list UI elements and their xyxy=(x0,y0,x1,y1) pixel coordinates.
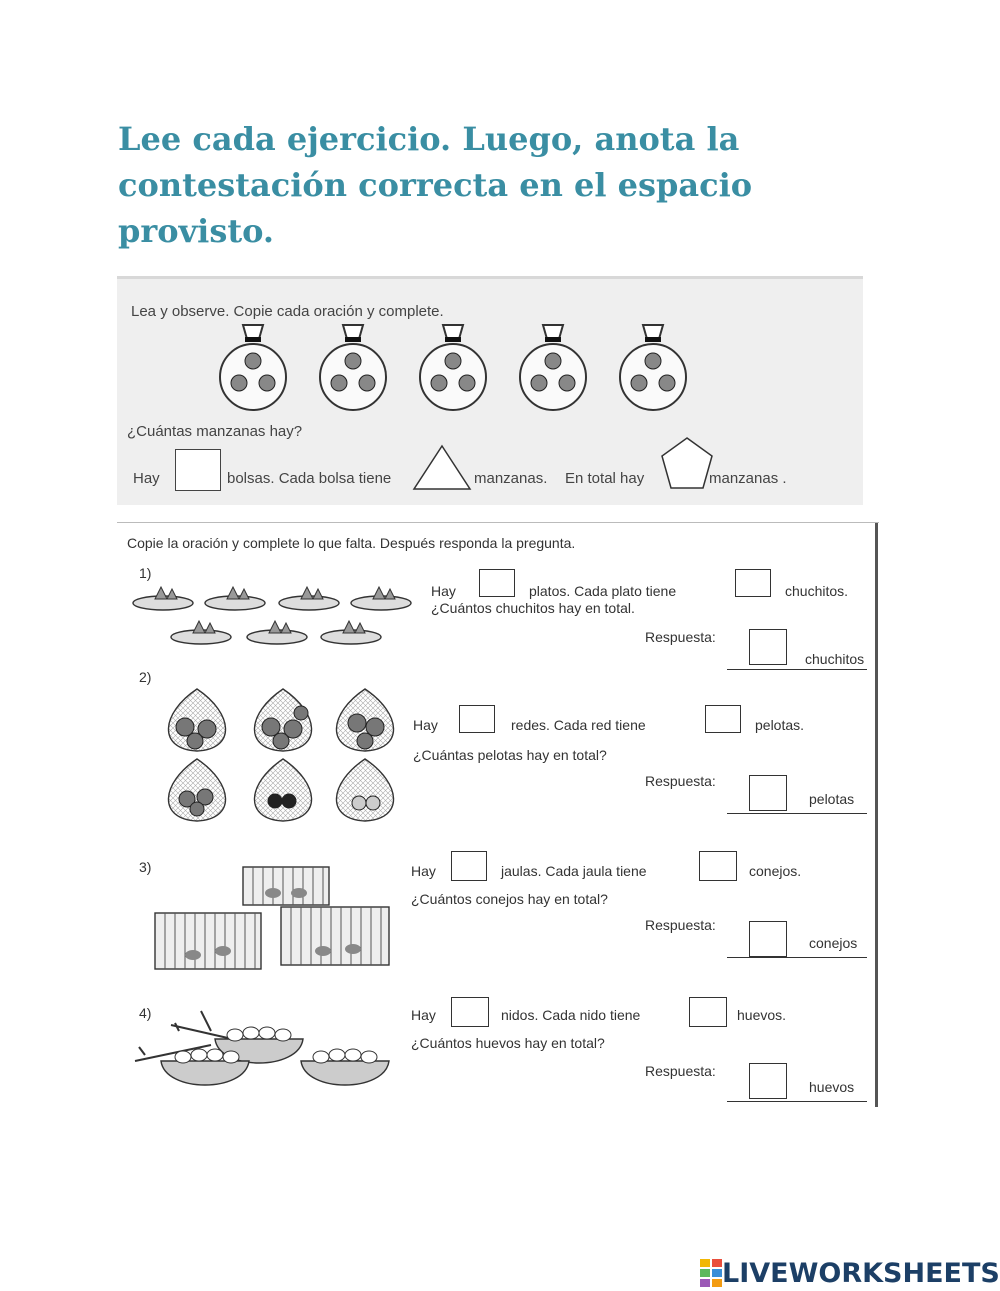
exercise-number: 1) xyxy=(139,565,152,581)
exercise-sentence: nidos. Cada nido tiene xyxy=(501,1007,641,1023)
exercise-sentence-end: huevos. xyxy=(737,1007,787,1023)
exercise-hay: Hay xyxy=(431,583,456,599)
sentence-manzanas-end: manzanas . xyxy=(709,470,787,487)
answer-unit: chuchitos xyxy=(805,651,865,667)
answer-box-jaulas[interactable] xyxy=(451,851,487,881)
apple-bag-image xyxy=(217,323,289,415)
section1-instruction: Lea y observe. Copie cada oración y complete. xyxy=(131,303,444,320)
answer-box-total-huevos[interactable] xyxy=(749,1063,787,1099)
exercise-apples-panel xyxy=(117,276,863,505)
answer-box-total-conejos[interactable] xyxy=(749,921,787,957)
brand-name: LIVEWORKSHEETS xyxy=(722,1257,1000,1289)
exercise-sentence: redes. Cada red tiene xyxy=(511,717,646,733)
exercise-sentence: jaulas. Cada jaula tiene xyxy=(501,863,647,879)
answer-unit: huevos xyxy=(809,1079,855,1095)
exercise-question: ¿Cuántos conejos hay en total? xyxy=(411,891,608,907)
answer-box-chuchitos-per-plate[interactable] xyxy=(735,569,771,597)
exercise-sentence-end: chuchitos. xyxy=(785,583,849,599)
liveworksheets-logo-icon xyxy=(700,1259,722,1287)
apple-bag-image xyxy=(617,323,689,415)
bird-nests-image xyxy=(131,1001,401,1091)
answer-box-conejos-per-cage[interactable] xyxy=(699,851,737,881)
exercise-sentence-end: conejos. xyxy=(749,863,802,879)
sentence-manzanas: manzanas. xyxy=(474,470,548,487)
answer-triangle-shape[interactable] xyxy=(411,443,473,491)
rabbit-cages-image xyxy=(153,859,393,971)
exercise-number: 4) xyxy=(139,1005,152,1021)
answer-box-platos[interactable] xyxy=(479,569,515,597)
answer-label: Respuesta: xyxy=(645,917,716,933)
answer-unit: conejos xyxy=(809,935,858,951)
answer-box-bolsas[interactable] xyxy=(175,449,221,491)
exercise-question: ¿Cuántos chuchitos hay en total. xyxy=(431,600,635,616)
exercise-number: 3) xyxy=(139,859,152,875)
exercise-sentence: platos. Cada plato tiene xyxy=(529,583,677,599)
answer-label: Respuesta: xyxy=(645,773,716,789)
exercise-multiplication-panel xyxy=(117,522,879,1107)
exercise-question: ¿Cuántas pelotas hay en total? xyxy=(413,747,607,763)
apple-bag-image xyxy=(317,323,389,415)
apple-bag-image xyxy=(417,323,489,415)
answer-line xyxy=(727,1101,867,1102)
sentence-hay: Hay xyxy=(133,470,160,487)
answer-box-total-chuchitos[interactable] xyxy=(749,629,787,665)
answer-line xyxy=(727,813,867,814)
exercise-question: ¿Cuántos huevos hay en total? xyxy=(411,1035,605,1051)
answer-box-redes[interactable] xyxy=(459,705,495,733)
page-title: Lee cada ejercicio. Luego, anota la contestación correcta en el espacio provisto. xyxy=(118,120,753,250)
section2-instruction: Copie la oración y complete lo que falta. Después responda la pregunta. xyxy=(127,535,576,551)
answer-label: Respuesta: xyxy=(645,629,716,645)
liveworksheets-logo xyxy=(700,1258,1000,1288)
answer-unit: pelotas xyxy=(809,791,855,807)
apple-bag-image xyxy=(517,323,589,415)
nets-with-balls-image xyxy=(153,683,409,823)
answer-box-total-pelotas[interactable] xyxy=(749,775,787,811)
answer-box-nidos[interactable] xyxy=(451,997,489,1027)
answer-box-pelotas-per-net[interactable] xyxy=(705,705,741,733)
panel-border xyxy=(875,523,878,1107)
answer-label: Respuesta: xyxy=(645,1063,716,1079)
exercise-sentence-end: pelotas. xyxy=(755,717,805,733)
answer-line xyxy=(727,669,867,670)
exercise-number: 2) xyxy=(139,669,152,685)
exercise-hay: Hay xyxy=(411,863,436,879)
exercise-hay: Hay xyxy=(413,717,438,733)
exercise-hay: Hay xyxy=(411,1007,436,1023)
answer-pentagon-shape[interactable] xyxy=(659,435,715,491)
sentence-en-total: En total hay xyxy=(565,470,645,487)
section1-question: ¿Cuántas manzanas hay? xyxy=(127,423,303,440)
answer-line xyxy=(727,957,867,958)
sentence-bolsas: bolsas. Cada bolsa tiene xyxy=(227,470,392,487)
answer-box-huevos-per-nest[interactable] xyxy=(689,997,727,1027)
plates-image xyxy=(131,581,421,651)
